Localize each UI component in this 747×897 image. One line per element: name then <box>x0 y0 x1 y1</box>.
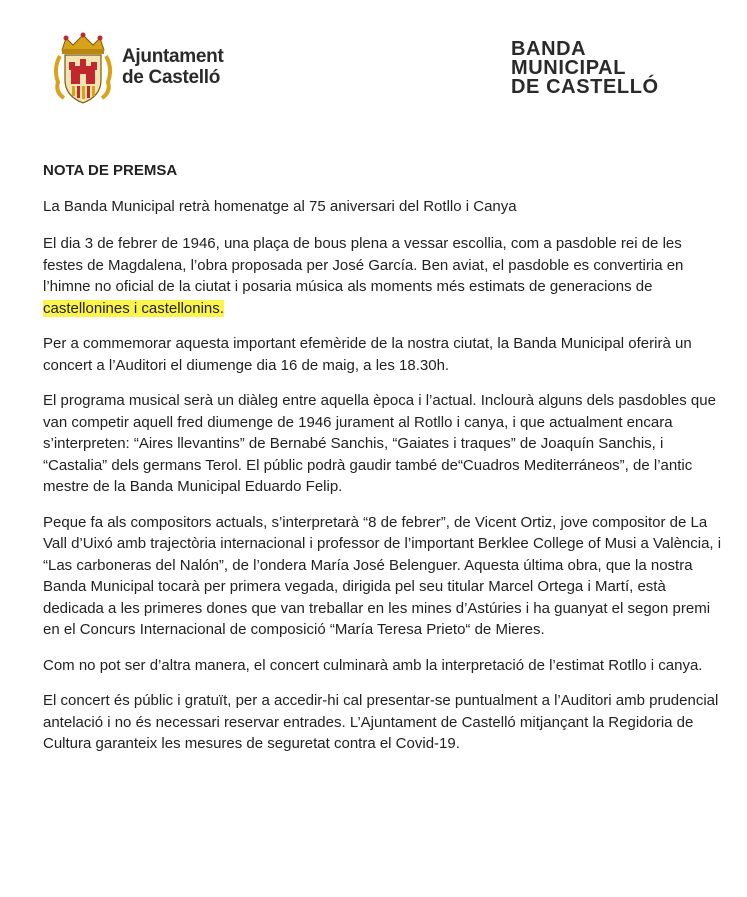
document-label: NOTA DE PREMSA <box>43 162 178 179</box>
paragraph-6: El concert és públic i gratuït, per a accedir-hi cal presentar-se puntualment a l’Auditori amb prudencial antelació i no és necessari reservar entrades. L’Ajuntament de Castelló mitjançant la Regidoria de Cultura garanteix les mesures de seguretat contra el Covid-19. <box>43 692 719 752</box>
paragraph-5: Com no pot ser d’altra manera, el concert culminarà amb la interpretació de l’estimat Rotllo i canya. <box>43 656 703 674</box>
paragraph-3: El programa musical serà un diàleg entre aquella època i l’actual. Inclourà alguns dels pasdobles que van competir aquell fred diumenge de 1946 jurament al Rotllo i canya, i que actualment encara s’interpreten: “Aires llevantins” de Bernabé Sanchis, “Gaiates i traques” de Joaquín Sanchis, i “Castalia” dels germans Terol. El públic podrà gaudir també de“Cuadros Mediterráneos”, de l’antic mestre de la Banda Municipal Eduardo Felip. <box>43 392 716 495</box>
castello-coat-of-arms-icon <box>52 32 114 106</box>
banda-line-1: BANDA <box>511 38 587 60</box>
banda-line-3: DE CASTELLÓ <box>511 76 659 98</box>
highlighted-text: castellonines i castellonins. <box>43 299 224 317</box>
paragraph-4: Peque fa als compositors actuals, s’interpretarà “8 de febrer”, de Vicent Ortiz, jove compositor de La Vall d’Uixó amb trajectòria internacional i professor de l’important Berklee College of Musi a València, i “Las carboneras del Nalón”, de l’ondera María José Belenguer. Aquesta última obra, que la nostra Banda Municipal tocarà per primera vegada, dirigida pel seu titular Marcel Ortega i Martí, està dedicada a les primeres dones que van treballar en les mines d’Astúries i ha guanyat el segon premi en el Concurs Internacional de composició “María Teresa Prieto“ de Mieres. <box>43 513 722 638</box>
ajuntament-line-1: Ajuntament <box>122 46 224 67</box>
ajuntament-line-2: de Castelló <box>122 67 221 88</box>
paragraph-1-text: El dia 3 de febrer de 1946, una plaça de bous plena a vessar escollia, com a pasdoble rei de les festes de Magdalena, l’obra proposada per José García. Ben aviat, el pasdoble es convertiria en l’himne no oficial de la ciutat i posaria música als moments més estimats de generacions de <box>43 235 684 295</box>
ajuntament-logo-text <box>122 46 224 88</box>
banda-logo-text <box>511 40 659 97</box>
headline: La Banda Municipal retrà homenatge al 75 aniversari del Rotllo i Canya <box>43 197 517 215</box>
press-release-body <box>43 160 723 769</box>
paragraph-1 <box>43 233 723 319</box>
paragraph-2: Per a commemorar aquesta important efemèride de la nostra ciutat, la Banda Municipal oferirà un concert a l’Auditori el diumenge dia 16 de maig, a les 18.30h. <box>43 335 692 374</box>
letterhead <box>0 0 747 130</box>
banda-line-2: MUNICIPAL <box>511 57 627 79</box>
